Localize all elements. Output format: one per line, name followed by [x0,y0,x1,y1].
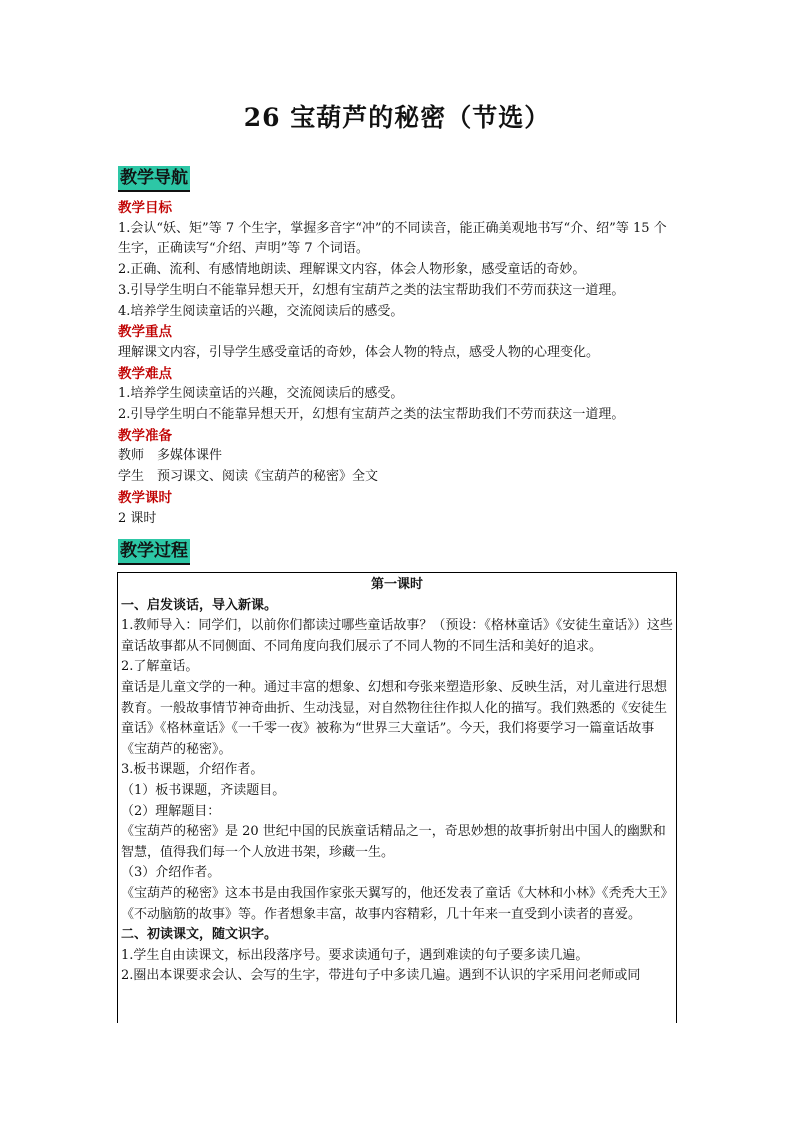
paragraph: 《宝葫芦的秘密》这本书是由我国作家张天翼写的，他还发表了童话《大林和小林》《秃秃大王》《不动脑筋的故事》等。作者想象丰富，故事内容精彩，几十年来一直受到小读者的喜爱。 [121,885,668,922]
paragraph: 2.了解童话。 [121,659,199,675]
paragraph: （3）介绍作者。 [121,865,221,881]
paragraph: 2.圈出本课要求会认、会写的生字，带进句子中多读几遍。遇到不认识的字采用问老师或同 [121,968,641,984]
lesson-table [117,572,677,1023]
section-heading-nav: 教学导航 [118,166,190,192]
key-points-text: 理解课文内容，引导学生感受童话的奇妙，体会人物的特点，感受人物的心理变化。 [118,344,600,360]
section-heading-process: 教学过程 [118,539,190,565]
preparation-heading: 教学准备 [118,427,172,444]
class-hours-text: 2 课时 [118,510,157,526]
difficult-points-heading: 教学难点 [118,365,172,382]
table-title: 第一课时 [370,577,423,592]
paragraph: （2）理解题目： [121,803,221,819]
lesson-content [121,596,673,987]
preparation-item: 教师 多媒体课件 [118,448,223,464]
page-title: 26 宝葫芦的秘密（节选） [243,103,551,132]
step-heading: 二、初读课文，随文识字。 [121,927,278,943]
difficult-item: 1.培养学生阅读童话的兴趣，交流阅读后的感受。 [118,386,404,402]
paragraph: 童话是儿童文学的一种。通过丰富的想象、幻想和夸张来塑造形象、反映生活，对儿童进行思想教育。一般故事情节神奇曲折、生动浅显，对自然物往往作拟人化的描写。我们熟悉的《安徒生童话》《格林童话》《一千零一夜》被称为“世界三大童话”。今天，我们将要学习一篇童话故事《宝葫芦的秘密》。 [121,679,668,757]
teaching-nav-section [118,166,678,529]
paragraph: 3.板书课题，介绍作者。 [121,762,264,778]
preparation-item: 学生 预习课文、阅读《宝葫芦的秘密》全文 [118,469,379,485]
paragraph: （1）板书课题，齐读题目。 [121,782,286,798]
paragraph: 1.学生自由读课文，标出段落序号。要求读通句子，遇到难读的句子要多读几遍。 [121,947,589,963]
objective-item: 4.培养学生阅读童话的兴趣，交流阅读后的感受。 [118,303,404,319]
step-heading: 一、启发谈话，导入新课。 [121,597,278,613]
key-points-heading: 教学重点 [118,324,172,341]
paragraph: 《宝葫芦的秘密》是 20 世纪中国的民族童话精品之一，奇思妙想的故事折射出中国人的幽默和智慧，值得我们每一个人放进书架，珍藏一生。 [121,824,666,860]
objective-item: 3.引导学生明白不能靠异想天开，幻想有宝葫芦之类的法宝帮助我们不劳而获这一道理。 [118,282,625,298]
class-hours-heading: 教学课时 [118,489,172,506]
paragraph: 1.教师导入：同学们，以前你们都读过哪些童话故事？（预设：《格林童话》《安徒生童话》）这些童话故事都从不同侧面、不同角度向我们展示了不同人物的不同生活和美好的追求。 [121,618,673,654]
teaching-process-heading-row [118,539,678,565]
objectives-heading: 教学目标 [118,200,172,216]
objective-item: 1.会认“妖、矩”等 7 个生字，掌握多音字“冲”的不同读音，能正确美观地书写“介、绍”等 15 个生字，正确读写“介绍、声明”等 7 个词语。 [118,220,667,257]
objective-item: 2.正确、流利、有感情地朗读、理解课文内容，体会人物形象，感受童话的奇妙。 [118,262,586,278]
difficult-item: 2.引导学生明白不能靠异想天开，幻想有宝葫芦之类的法宝帮助我们不劳而获这一道理。 [118,407,625,423]
